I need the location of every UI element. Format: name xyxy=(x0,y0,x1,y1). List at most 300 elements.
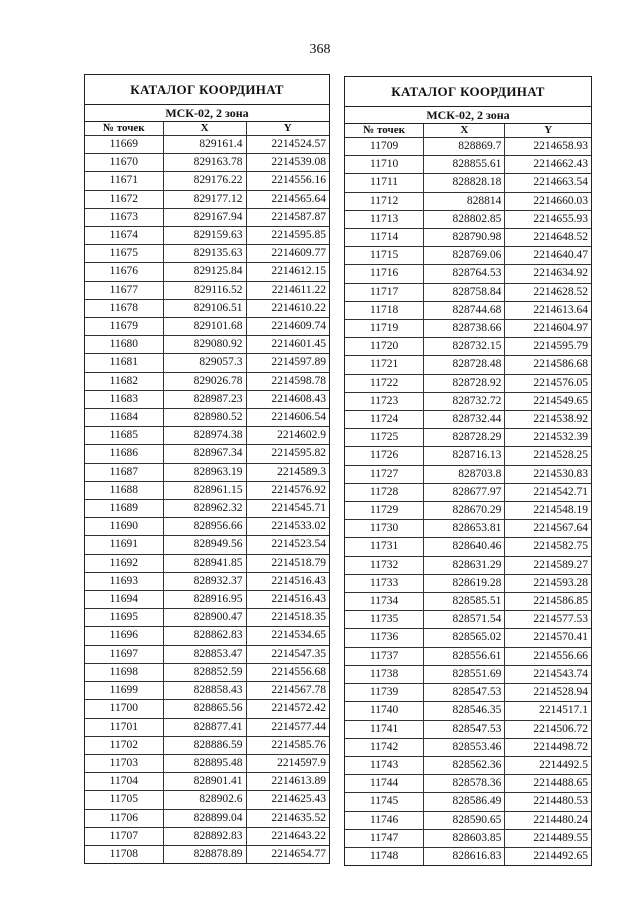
header-y: Y xyxy=(246,122,329,136)
point-number-cell: 11681 xyxy=(85,354,163,372)
y-coordinate-cell: 2214533.02 xyxy=(246,518,329,536)
y-coordinate-cell: 2214517.1 xyxy=(505,702,591,720)
table-row xyxy=(345,629,591,647)
y-coordinate-cell: 2214643.22 xyxy=(246,827,329,845)
x-coordinate-cell: 828902.6 xyxy=(163,791,246,809)
point-number-cell: 11669 xyxy=(85,136,163,154)
x-coordinate-cell: 829163.78 xyxy=(163,154,246,172)
table-row xyxy=(85,700,329,718)
table-row xyxy=(345,465,591,483)
x-coordinate-cell: 828858.43 xyxy=(163,682,246,700)
table-row xyxy=(85,245,329,263)
point-number-cell: 11737 xyxy=(345,647,424,665)
y-coordinate-cell: 2214492.5 xyxy=(505,756,591,774)
x-coordinate-cell: 828728.29 xyxy=(424,429,505,447)
y-coordinate-cell: 2214613.64 xyxy=(505,301,591,319)
y-coordinate-cell: 2214538.92 xyxy=(505,411,591,429)
coordinate-catalog-left xyxy=(84,74,330,864)
point-number-cell: 11688 xyxy=(85,481,163,499)
table-row xyxy=(345,684,591,702)
point-number-cell: 11686 xyxy=(85,445,163,463)
x-coordinate-cell: 828790.98 xyxy=(424,229,505,247)
x-coordinate-cell: 828877.41 xyxy=(163,718,246,736)
x-coordinate-cell: 828565.02 xyxy=(424,629,505,647)
point-number-cell: 11700 xyxy=(85,700,163,718)
point-number-cell: 11706 xyxy=(85,809,163,827)
point-number-cell: 11692 xyxy=(85,554,163,572)
table-row xyxy=(85,263,329,281)
point-number-cell: 11736 xyxy=(345,629,424,647)
y-coordinate-cell: 2214634.92 xyxy=(505,265,591,283)
table-row xyxy=(85,609,329,627)
x-coordinate-cell: 828895.48 xyxy=(163,754,246,772)
table-row xyxy=(345,556,591,574)
x-coordinate-cell: 829026.78 xyxy=(163,372,246,390)
point-number-cell: 11722 xyxy=(345,374,424,392)
point-number-cell: 11689 xyxy=(85,500,163,518)
x-coordinate-cell: 828631.29 xyxy=(424,556,505,574)
x-coordinate-cell: 828703.8 xyxy=(424,465,505,483)
y-coordinate-cell: 2214660.03 xyxy=(505,192,591,210)
header-row xyxy=(85,122,329,136)
x-coordinate-cell: 828941.85 xyxy=(163,554,246,572)
point-number-cell: 11718 xyxy=(345,301,424,319)
y-coordinate-cell: 2214567.64 xyxy=(505,520,591,538)
table-row xyxy=(85,336,329,354)
x-coordinate-cell: 828865.56 xyxy=(163,700,246,718)
table-row xyxy=(85,591,329,609)
y-coordinate-cell: 2214547.35 xyxy=(246,645,329,663)
table-row xyxy=(85,281,329,299)
x-coordinate-cell: 829101.68 xyxy=(163,318,246,336)
point-number-cell: 11680 xyxy=(85,336,163,354)
x-coordinate-cell: 828551.69 xyxy=(424,665,505,683)
table-row xyxy=(85,736,329,754)
y-coordinate-cell: 2214589.27 xyxy=(505,556,591,574)
point-number-cell: 11695 xyxy=(85,609,163,627)
point-number-cell: 11697 xyxy=(85,645,163,663)
x-coordinate-cell: 828900.47 xyxy=(163,609,246,627)
x-coordinate-cell: 828980.52 xyxy=(163,409,246,427)
point-number-cell: 11732 xyxy=(345,556,424,574)
x-coordinate-cell: 828590.65 xyxy=(424,811,505,829)
y-coordinate-cell: 2214556.16 xyxy=(246,172,329,190)
point-number-cell: 11724 xyxy=(345,411,424,429)
point-number-cell: 11702 xyxy=(85,736,163,754)
x-coordinate-cell: 828852.59 xyxy=(163,663,246,681)
x-coordinate-cell: 828553.46 xyxy=(424,738,505,756)
y-coordinate-cell: 2214556.68 xyxy=(246,663,329,681)
y-coordinate-cell: 2214612.15 xyxy=(246,263,329,281)
x-coordinate-cell: 829176.22 xyxy=(163,172,246,190)
table-row xyxy=(345,320,591,338)
table-row xyxy=(85,809,329,827)
point-number-cell: 11676 xyxy=(85,263,163,281)
table-row xyxy=(345,247,591,265)
x-coordinate-cell: 829161.4 xyxy=(163,136,246,154)
y-coordinate-cell: 2214658.93 xyxy=(505,138,591,156)
table-row xyxy=(85,299,329,317)
point-number-cell: 11728 xyxy=(345,483,424,501)
table-row xyxy=(345,210,591,228)
x-coordinate-cell: 828802.85 xyxy=(424,210,505,228)
table-row xyxy=(345,392,591,410)
x-coordinate-cell: 828901.41 xyxy=(163,773,246,791)
table-row xyxy=(85,390,329,408)
x-coordinate-cell: 828769.06 xyxy=(424,247,505,265)
x-coordinate-cell: 828886.59 xyxy=(163,736,246,754)
point-number-cell: 11739 xyxy=(345,684,424,702)
table-row xyxy=(345,192,591,210)
x-coordinate-cell: 828578.36 xyxy=(424,775,505,793)
x-coordinate-cell: 828562.36 xyxy=(424,756,505,774)
y-coordinate-cell: 2214601.45 xyxy=(246,336,329,354)
x-coordinate-cell: 828716.13 xyxy=(424,447,505,465)
table-row xyxy=(345,720,591,738)
y-coordinate-cell: 2214585.76 xyxy=(246,736,329,754)
table-row xyxy=(85,409,329,427)
point-number-cell: 11713 xyxy=(345,210,424,228)
point-number-cell: 11712 xyxy=(345,192,424,210)
point-number-cell: 11726 xyxy=(345,447,424,465)
table-row xyxy=(85,318,329,336)
x-coordinate-cell: 828764.53 xyxy=(424,265,505,283)
y-coordinate-cell: 2214628.52 xyxy=(505,283,591,301)
x-coordinate-cell: 829135.63 xyxy=(163,245,246,263)
x-coordinate-cell: 828732.72 xyxy=(424,392,505,410)
x-coordinate-cell: 828949.56 xyxy=(163,536,246,554)
y-coordinate-cell: 2214625.43 xyxy=(246,791,329,809)
table-row xyxy=(345,138,591,156)
table-row xyxy=(85,427,329,445)
y-coordinate-cell: 2214586.85 xyxy=(505,593,591,611)
y-coordinate-cell: 2214567.78 xyxy=(246,682,329,700)
table-row xyxy=(345,301,591,319)
table-row xyxy=(345,665,591,683)
y-coordinate-cell: 2214582.75 xyxy=(505,538,591,556)
x-coordinate-cell: 828670.29 xyxy=(424,502,505,520)
y-coordinate-cell: 2214565.64 xyxy=(246,190,329,208)
y-coordinate-cell: 2214595.85 xyxy=(246,227,329,245)
point-number-cell: 11670 xyxy=(85,154,163,172)
x-coordinate-cell: 828892.83 xyxy=(163,827,246,845)
point-number-cell: 11721 xyxy=(345,356,424,374)
table-row xyxy=(345,338,591,356)
point-number-cell: 11674 xyxy=(85,227,163,245)
point-number-cell: 11743 xyxy=(345,756,424,774)
point-number-cell: 11715 xyxy=(345,247,424,265)
table-row xyxy=(85,172,329,190)
y-coordinate-cell: 2214542.71 xyxy=(505,483,591,501)
point-number-cell: 11672 xyxy=(85,190,163,208)
point-number-cell: 11690 xyxy=(85,518,163,536)
x-coordinate-cell: 828585.51 xyxy=(424,593,505,611)
table-row xyxy=(345,411,591,429)
x-coordinate-cell: 828571.54 xyxy=(424,611,505,629)
y-coordinate-cell: 2214655.93 xyxy=(505,210,591,228)
x-coordinate-cell: 828653.81 xyxy=(424,520,505,538)
point-number-cell: 11723 xyxy=(345,392,424,410)
point-number-cell: 11698 xyxy=(85,663,163,681)
x-coordinate-cell: 828974.38 xyxy=(163,427,246,445)
table-row xyxy=(345,502,591,520)
x-coordinate-cell: 829080.92 xyxy=(163,336,246,354)
point-number-cell: 11687 xyxy=(85,463,163,481)
table-row xyxy=(345,574,591,592)
table-body xyxy=(345,138,591,866)
point-number-cell: 11678 xyxy=(85,299,163,317)
point-number-cell: 11711 xyxy=(345,174,424,192)
point-number-cell: 11731 xyxy=(345,538,424,556)
table-row xyxy=(345,229,591,247)
point-number-cell: 11745 xyxy=(345,793,424,811)
table-row xyxy=(345,647,591,665)
table-row xyxy=(85,500,329,518)
x-coordinate-cell: 828956.66 xyxy=(163,518,246,536)
header-point-number: № точек xyxy=(345,124,424,138)
point-number-cell: 11748 xyxy=(345,847,424,865)
x-coordinate-cell: 828738.66 xyxy=(424,320,505,338)
y-coordinate-cell: 2214556.66 xyxy=(505,647,591,665)
table-row xyxy=(345,847,591,865)
y-coordinate-cell: 2214498.72 xyxy=(505,738,591,756)
point-number-cell: 11696 xyxy=(85,627,163,645)
x-coordinate-cell: 829167.94 xyxy=(163,208,246,226)
point-number-cell: 11673 xyxy=(85,208,163,226)
x-coordinate-cell: 829177.12 xyxy=(163,190,246,208)
y-coordinate-cell: 2214489.55 xyxy=(505,829,591,847)
y-coordinate-cell: 2214518.79 xyxy=(246,554,329,572)
table-row xyxy=(345,611,591,629)
y-coordinate-cell: 2214549.65 xyxy=(505,392,591,410)
x-coordinate-cell: 828732.15 xyxy=(424,338,505,356)
x-coordinate-cell: 828547.53 xyxy=(424,684,505,702)
x-coordinate-cell: 828640.46 xyxy=(424,538,505,556)
y-coordinate-cell: 2214543.74 xyxy=(505,665,591,683)
y-coordinate-cell: 2214518.35 xyxy=(246,609,329,627)
x-coordinate-cell: 828853.47 xyxy=(163,645,246,663)
y-coordinate-cell: 2214608.43 xyxy=(246,390,329,408)
point-number-cell: 11744 xyxy=(345,775,424,793)
y-coordinate-cell: 2214606.54 xyxy=(246,409,329,427)
table-row xyxy=(85,481,329,499)
y-coordinate-cell: 2214530.83 xyxy=(505,465,591,483)
y-coordinate-cell: 2214597.89 xyxy=(246,354,329,372)
y-coordinate-cell: 2214589.3 xyxy=(246,463,329,481)
table-row xyxy=(345,356,591,374)
y-coordinate-cell: 2214576.92 xyxy=(246,481,329,499)
y-coordinate-cell: 2214610.22 xyxy=(246,299,329,317)
y-coordinate-cell: 2214516.43 xyxy=(246,572,329,590)
x-coordinate-cell: 828855.61 xyxy=(424,156,505,174)
point-number-cell: 11705 xyxy=(85,791,163,809)
y-coordinate-cell: 2214492.65 xyxy=(505,847,591,865)
y-coordinate-cell: 2214595.79 xyxy=(505,338,591,356)
y-coordinate-cell: 2214597.9 xyxy=(246,754,329,772)
page-number: 368 xyxy=(309,42,331,57)
y-coordinate-cell: 2214604.97 xyxy=(505,320,591,338)
point-number-cell: 11683 xyxy=(85,390,163,408)
table-row xyxy=(85,682,329,700)
x-coordinate-cell: 828987.23 xyxy=(163,390,246,408)
table-row xyxy=(345,447,591,465)
header-row xyxy=(345,124,591,138)
coordinate-catalog-right xyxy=(344,76,592,866)
x-coordinate-cell: 828547.53 xyxy=(424,720,505,738)
coordinates-table xyxy=(85,122,329,863)
y-coordinate-cell: 2214613.89 xyxy=(246,773,329,791)
table-row xyxy=(85,845,329,863)
y-coordinate-cell: 2214577.53 xyxy=(505,611,591,629)
table-row xyxy=(85,136,329,154)
coordinates-table xyxy=(345,124,591,865)
table-row xyxy=(345,483,591,501)
y-coordinate-cell: 2214528.25 xyxy=(505,447,591,465)
point-number-cell: 11719 xyxy=(345,320,424,338)
table-row xyxy=(85,663,329,681)
table-row xyxy=(85,773,329,791)
y-coordinate-cell: 2214662.43 xyxy=(505,156,591,174)
x-coordinate-cell: 828932.37 xyxy=(163,572,246,590)
y-coordinate-cell: 2214587.87 xyxy=(246,208,329,226)
y-coordinate-cell: 2214611.22 xyxy=(246,281,329,299)
point-number-cell: 11740 xyxy=(345,702,424,720)
point-number-cell: 11742 xyxy=(345,738,424,756)
header-x: X xyxy=(163,122,246,136)
y-coordinate-cell: 2214609.74 xyxy=(246,318,329,336)
point-number-cell: 11741 xyxy=(345,720,424,738)
y-coordinate-cell: 2214595.82 xyxy=(246,445,329,463)
point-number-cell: 11710 xyxy=(345,156,424,174)
x-coordinate-cell: 828728.48 xyxy=(424,356,505,374)
x-coordinate-cell: 829057.3 xyxy=(163,354,246,372)
y-coordinate-cell: 2214663.54 xyxy=(505,174,591,192)
table-row xyxy=(85,227,329,245)
table-row xyxy=(85,445,329,463)
catalog-title: КАТАЛОГ КООРДИНАТ xyxy=(85,75,329,105)
y-coordinate-cell: 2214598.78 xyxy=(246,372,329,390)
y-coordinate-cell: 2214654.77 xyxy=(246,845,329,863)
table-body xyxy=(85,136,329,864)
point-number-cell: 11738 xyxy=(345,665,424,683)
catalog-title: КАТАЛОГ КООРДИНАТ xyxy=(345,77,591,107)
x-coordinate-cell: 829116.52 xyxy=(163,281,246,299)
x-coordinate-cell: 828869.7 xyxy=(424,138,505,156)
point-number-cell: 11693 xyxy=(85,572,163,590)
y-coordinate-cell: 2214545.71 xyxy=(246,500,329,518)
y-coordinate-cell: 2214602.9 xyxy=(246,427,329,445)
point-number-cell: 11720 xyxy=(345,338,424,356)
point-number-cell: 11727 xyxy=(345,465,424,483)
table-row xyxy=(85,827,329,845)
table-row xyxy=(345,793,591,811)
point-number-cell: 11717 xyxy=(345,283,424,301)
table-row xyxy=(345,702,591,720)
table-row xyxy=(85,627,329,645)
y-coordinate-cell: 2214548.19 xyxy=(505,502,591,520)
x-coordinate-cell: 828603.85 xyxy=(424,829,505,847)
y-coordinate-cell: 2214640.47 xyxy=(505,247,591,265)
table-row xyxy=(345,775,591,793)
y-coordinate-cell: 2214570.41 xyxy=(505,629,591,647)
table-row xyxy=(85,791,329,809)
point-number-cell: 11671 xyxy=(85,172,163,190)
x-coordinate-cell: 828732.44 xyxy=(424,411,505,429)
point-number-cell: 11747 xyxy=(345,829,424,847)
table-row xyxy=(85,190,329,208)
table-row xyxy=(85,554,329,572)
point-number-cell: 11707 xyxy=(85,827,163,845)
table-row xyxy=(85,536,329,554)
y-coordinate-cell: 2214534.65 xyxy=(246,627,329,645)
table-row xyxy=(85,463,329,481)
point-number-cell: 11709 xyxy=(345,138,424,156)
x-coordinate-cell: 828828.18 xyxy=(424,174,505,192)
table-row xyxy=(85,518,329,536)
x-coordinate-cell: 828963.19 xyxy=(163,463,246,481)
point-number-cell: 11677 xyxy=(85,281,163,299)
header-y: Y xyxy=(505,124,591,138)
x-coordinate-cell: 828619.28 xyxy=(424,574,505,592)
point-number-cell: 11694 xyxy=(85,591,163,609)
x-coordinate-cell: 828546.35 xyxy=(424,702,505,720)
table-row xyxy=(345,811,591,829)
y-coordinate-cell: 2214576.05 xyxy=(505,374,591,392)
table-row xyxy=(345,538,591,556)
table-row xyxy=(345,829,591,847)
table-row xyxy=(85,354,329,372)
x-coordinate-cell: 828677.97 xyxy=(424,483,505,501)
y-coordinate-cell: 2214635.52 xyxy=(246,809,329,827)
catalog-zone: МСК-02, 2 зона xyxy=(345,107,591,124)
table-row xyxy=(85,754,329,772)
point-number-cell: 11684 xyxy=(85,409,163,427)
point-number-cell: 11701 xyxy=(85,718,163,736)
x-coordinate-cell: 829106.51 xyxy=(163,299,246,317)
point-number-cell: 11716 xyxy=(345,265,424,283)
point-number-cell: 11685 xyxy=(85,427,163,445)
point-number-cell: 11725 xyxy=(345,429,424,447)
x-coordinate-cell: 829125.84 xyxy=(163,263,246,281)
y-coordinate-cell: 2214586.68 xyxy=(505,356,591,374)
table-row xyxy=(85,645,329,663)
y-coordinate-cell: 2214516.43 xyxy=(246,591,329,609)
y-coordinate-cell: 2214572.42 xyxy=(246,700,329,718)
y-coordinate-cell: 2214577.44 xyxy=(246,718,329,736)
y-coordinate-cell: 2214648.52 xyxy=(505,229,591,247)
x-coordinate-cell: 828961.15 xyxy=(163,481,246,499)
y-coordinate-cell: 2214524.57 xyxy=(246,136,329,154)
header-point-number: № точек xyxy=(85,122,163,136)
point-number-cell: 11708 xyxy=(85,845,163,863)
point-number-cell: 11682 xyxy=(85,372,163,390)
table-row xyxy=(345,520,591,538)
table-row xyxy=(345,283,591,301)
table-row xyxy=(345,593,591,611)
y-coordinate-cell: 2214480.24 xyxy=(505,811,591,829)
table-row xyxy=(85,372,329,390)
y-coordinate-cell: 2214523.54 xyxy=(246,536,329,554)
y-coordinate-cell: 2214593.28 xyxy=(505,574,591,592)
x-coordinate-cell: 828967.34 xyxy=(163,445,246,463)
point-number-cell: 11729 xyxy=(345,502,424,520)
point-number-cell: 11679 xyxy=(85,318,163,336)
table-row xyxy=(345,429,591,447)
x-coordinate-cell: 829159.63 xyxy=(163,227,246,245)
point-number-cell: 11699 xyxy=(85,682,163,700)
table-row xyxy=(85,718,329,736)
x-coordinate-cell: 828878.89 xyxy=(163,845,246,863)
